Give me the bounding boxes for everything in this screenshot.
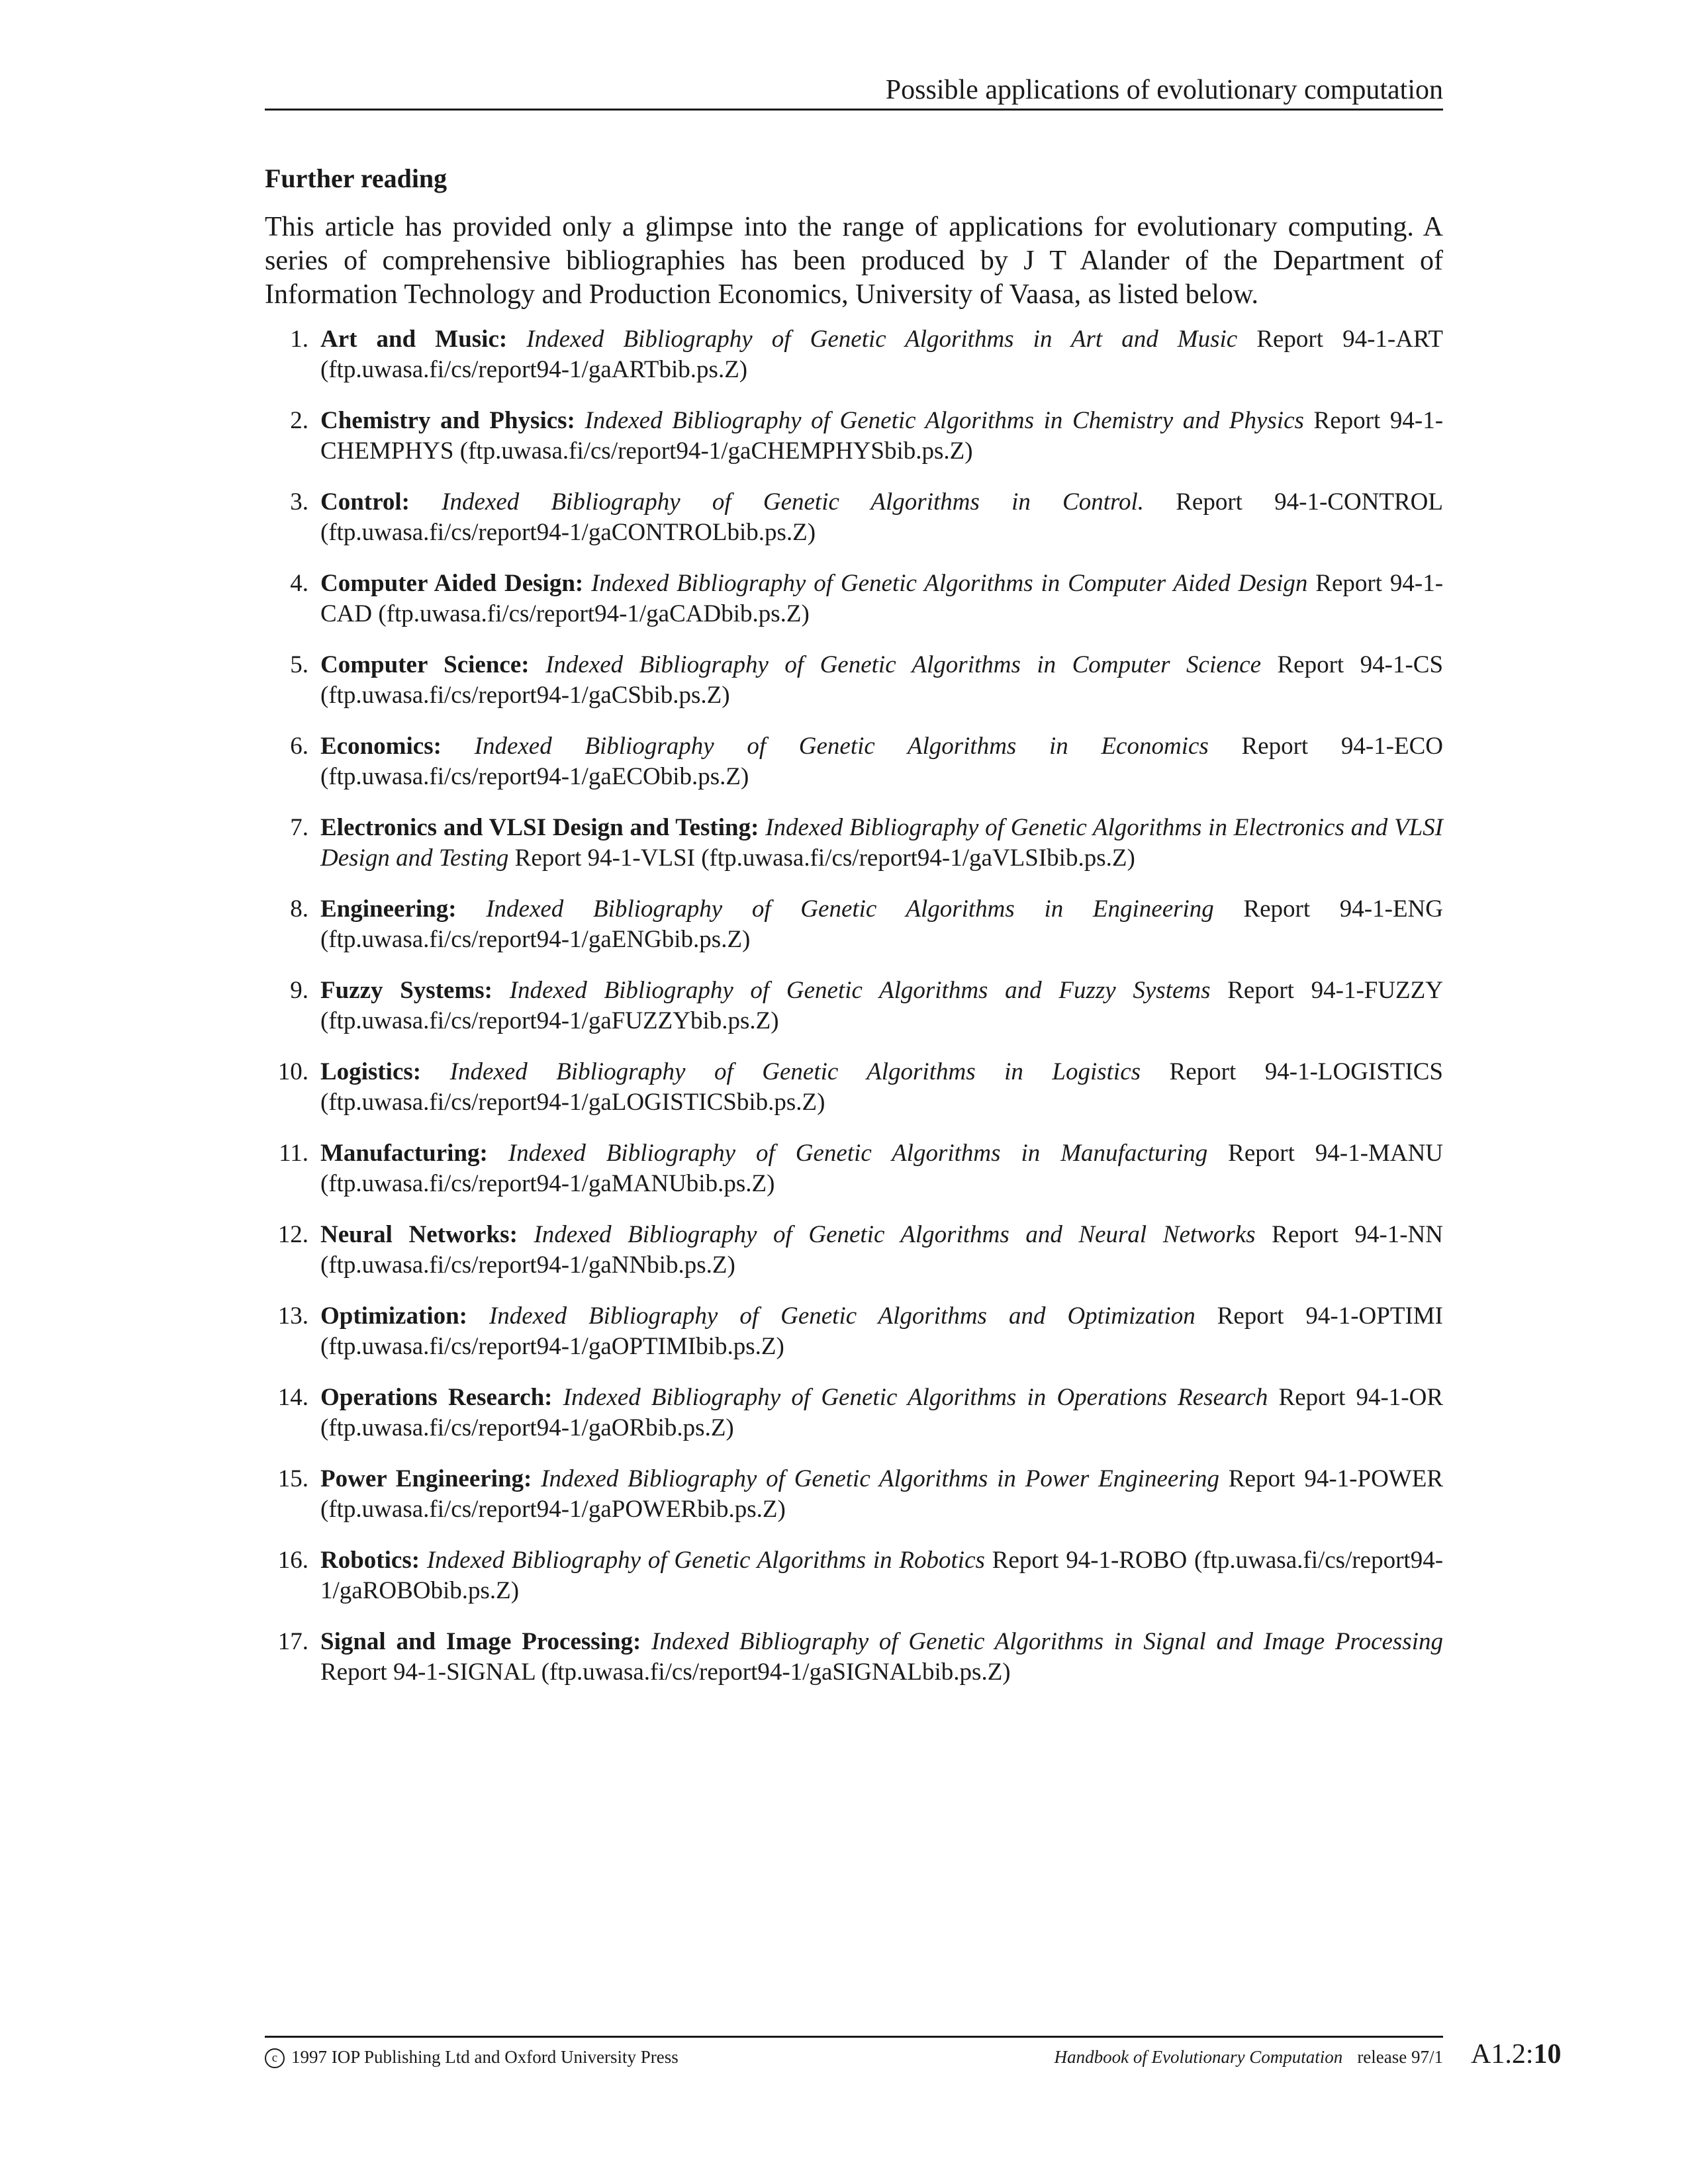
bib-entry-report: Report 94-1-NN (ftp.uwasa.fi/cs/report94-1/gaNNbib.ps.Z)	[320, 1221, 1444, 1279]
bib-entry-topic: Optimization:	[320, 1302, 467, 1330]
bib-entry-topic: Fuzzy Systems:	[320, 977, 492, 1004]
bib-entry-number: 12.	[277, 1221, 308, 1248]
bib-entry-title: Indexed Bibliography of Genetic Algorithms in Electronics and VLSI Design and Testing	[320, 814, 1443, 872]
bib-entry-topic: Neural Networks:	[320, 1221, 518, 1248]
bib-entry	[265, 1138, 1443, 1199]
bib-entry-topic: Manufacturing:	[320, 1140, 488, 1167]
bib-entry	[265, 650, 1443, 711]
footer	[265, 2044, 1443, 2070]
bib-entry-number: 4.	[290, 570, 308, 597]
bib-entry-report: Report 94-1-ECO (ftp.uwasa.fi/cs/report94-1/gaECObib.ps.Z)	[320, 733, 1444, 790]
bib-entry	[265, 569, 1443, 629]
bib-entry-topic: Computer Aided Design:	[320, 570, 584, 597]
bib-entry-report: Report 94-1-OPTIMI (ftp.uwasa.fi/cs/report94-1/gaOPTIMIbib.ps.Z)	[320, 1302, 1443, 1360]
bib-entry-topic: Robotics:	[320, 1547, 420, 1574]
bib-entry-number: 16.	[277, 1547, 308, 1574]
bib-entry-report: Report 94-1-LOGISTICS (ftp.uwasa.fi/cs/report94-1/gaLOGISTICSbib.ps.Z)	[320, 1058, 1444, 1116]
header-rule	[265, 109, 1443, 111]
bib-entry-report: Report 94-1-CAD (ftp.uwasa.fi/cs/report94-1/gaCADbib.ps.Z)	[320, 570, 1444, 627]
bib-entry-report: Report 94-1-CONTROL (ftp.uwasa.fi/cs/report94-1/gaCONTROLbib.ps.Z)	[320, 488, 1444, 546]
bib-entry-topic: Economics:	[320, 733, 442, 760]
bib-entry-report: Report 94-1-MANU (ftp.uwasa.fi/cs/report94-1/gaMANUbib.ps.Z)	[320, 1140, 1444, 1197]
bib-entry-number: 1.	[290, 326, 308, 353]
bib-entry-title: Indexed Bibliography of Genetic Algorithms in Chemistry and Physics	[585, 407, 1304, 434]
bib-entry-topic: Engineering:	[320, 895, 457, 923]
bib-entry-title: Indexed Bibliography of Genetic Algorithms and Fuzzy Systems	[509, 977, 1211, 1004]
bib-entry-number: 5.	[290, 651, 308, 678]
bib-entry	[265, 1383, 1443, 1443]
page-identifier	[1471, 2036, 1562, 2073]
bib-entry-number: 2.	[290, 407, 308, 434]
bib-entry-report: Report 94-1-VLSI (ftp.uwasa.fi/cs/report94-1/gaVLSIbib.ps.Z)	[514, 844, 1135, 872]
bib-entry-report: Report 94-1-CS (ftp.uwasa.fi/cs/report94-1/gaCSbib.ps.Z)	[320, 651, 1444, 709]
bib-entry	[265, 1545, 1443, 1606]
bib-entry	[265, 1301, 1443, 1362]
bib-entry	[265, 324, 1443, 385]
bib-entry-topic: Power Engineering:	[320, 1465, 532, 1492]
page-number: 10	[1533, 2039, 1562, 2070]
bib-entry	[265, 1057, 1443, 1118]
bib-entry-topic: Control:	[320, 488, 410, 516]
release-label: release 97/1	[1357, 2047, 1443, 2067]
bib-entry-title: Indexed Bibliography of Genetic Algorithms and Neural Networks	[534, 1221, 1256, 1248]
bib-entry-report: Report 94-1-OR (ftp.uwasa.fi/cs/report94-1/gaORbib.ps.Z)	[320, 1384, 1443, 1441]
bib-entry	[265, 1464, 1443, 1525]
bib-entry	[265, 731, 1443, 792]
bib-entry-report: Report 94-1-ART (ftp.uwasa.fi/cs/report94-1/gaARTbib.ps.Z)	[320, 326, 1444, 383]
bib-entry-topic: Chemistry and Physics:	[320, 407, 575, 434]
bib-entry-number: 8.	[290, 895, 308, 923]
bib-entry-report: Report 94-1-ENG (ftp.uwasa.fi/cs/report94-1/gaENGbib.ps.Z)	[320, 895, 1443, 953]
page-prefix: A1.2:	[1471, 2039, 1534, 2070]
bib-entry-topic: Operations Research:	[320, 1384, 553, 1411]
bib-entry-report: Report 94-1-ROBO (ftp.uwasa.fi/cs/report94-1/gaROBObib.ps.Z)	[320, 1547, 1444, 1604]
bib-entry-number: 7.	[290, 814, 308, 841]
intro-paragraph: This article has provided only a glimpse into the range of applications for evolutionary computing. A series of comprehensive bibliographies has been produced by J T Alander of the Department of Information Technology and Production Economics, University of Vaasa, as listed below.	[265, 212, 1443, 310]
bib-entry-number: 3.	[290, 488, 308, 516]
bib-entry-title: Indexed Bibliography of Genetic Algorithms in Economics	[474, 733, 1209, 760]
bib-entry-title: Indexed Bibliography of Genetic Algorithms in Engineering	[486, 895, 1214, 923]
bib-entry-title: Indexed Bibliography of Genetic Algorithms in Logistics	[449, 1058, 1141, 1085]
bib-entry	[265, 813, 1443, 874]
copyright-text: 1997 IOP Publishing Ltd and Oxford University Press	[291, 2047, 679, 2067]
footer-rule	[265, 2036, 1443, 2038]
bib-entry-report: Report 94-1-SIGNAL (ftp.uwasa.fi/cs/report94-1/gaSIGNALbib.ps.Z)	[320, 1659, 1011, 1686]
bib-entry-title: Indexed Bibliography of Genetic Algorithms in Computer Aided Design	[591, 570, 1308, 597]
copyright-icon: c	[265, 2048, 285, 2068]
bib-entry-title: Indexed Bibliography of Genetic Algorithms in Power Engineering	[541, 1465, 1220, 1492]
bib-entry-number: 11.	[279, 1140, 308, 1167]
bib-entry-number: 17.	[277, 1628, 308, 1655]
section-title: Further reading	[265, 163, 447, 193]
bib-entry	[265, 1627, 1443, 1688]
bib-entry	[265, 894, 1443, 955]
bib-entry-number: 13.	[277, 1302, 308, 1330]
bib-entry-title: Indexed Bibliography of Genetic Algorithms in Signal and Image Processing	[651, 1628, 1443, 1655]
bib-entry-number: 15.	[277, 1465, 308, 1492]
bib-entry-topic: Computer Science:	[320, 651, 530, 678]
bib-entry	[265, 487, 1443, 548]
handbook-title: Handbook of Evolutionary Computation	[1054, 2047, 1343, 2067]
bib-entry	[265, 976, 1443, 1036]
bib-entry-number: 9.	[290, 977, 308, 1004]
bib-entry-topic: Logistics:	[320, 1058, 422, 1085]
bib-entry-topic: Signal and Image Processing:	[320, 1628, 641, 1655]
bib-entry	[265, 1220, 1443, 1281]
copyright-notice	[265, 2044, 679, 2070]
bib-entry-report: Report 94-1-CHEMPHYS (ftp.uwasa.fi/cs/report94-1/gaCHEMPHYSbib.ps.Z)	[320, 407, 1444, 465]
bib-entry-number: 14.	[277, 1384, 308, 1411]
bib-entry-title: Indexed Bibliography of Genetic Algorithms and Optimization	[489, 1302, 1196, 1330]
bib-entry-topic: Art and Music:	[320, 326, 508, 353]
bib-entry-number: 6.	[290, 733, 308, 760]
bib-entry-title: Indexed Bibliography of Genetic Algorithms in Art and Music	[526, 326, 1238, 353]
running-head: Possible applications of evolutionary computation	[885, 75, 1443, 105]
bib-entry-topic: Electronics and VLSI Design and Testing:	[320, 814, 759, 841]
bib-entry-report: Report 94-1-FUZZY (ftp.uwasa.fi/cs/report94-1/gaFUZZYbib.ps.Z)	[320, 977, 1443, 1034]
bib-entry	[265, 406, 1443, 467]
bib-entry-number: 10.	[277, 1058, 308, 1085]
bib-entry-report: Report 94-1-POWER (ftp.uwasa.fi/cs/report94-1/gaPOWERbib.ps.Z)	[320, 1465, 1444, 1523]
bib-entry-title: Indexed Bibliography of Genetic Algorithms in Manufacturing	[508, 1140, 1208, 1167]
bib-entry-title: Indexed Bibliography of Genetic Algorithms in Computer Science	[545, 651, 1261, 678]
bib-entry-title: Indexed Bibliography of Genetic Algorithms in Control.	[442, 488, 1145, 516]
bibliography-list	[265, 324, 1443, 1708]
footer-source	[1055, 2044, 1443, 2070]
bib-entry-title: Indexed Bibliography of Genetic Algorithms in Robotics	[426, 1547, 985, 1574]
bib-entry-title: Indexed Bibliography of Genetic Algorithms in Operations Research	[563, 1384, 1268, 1411]
